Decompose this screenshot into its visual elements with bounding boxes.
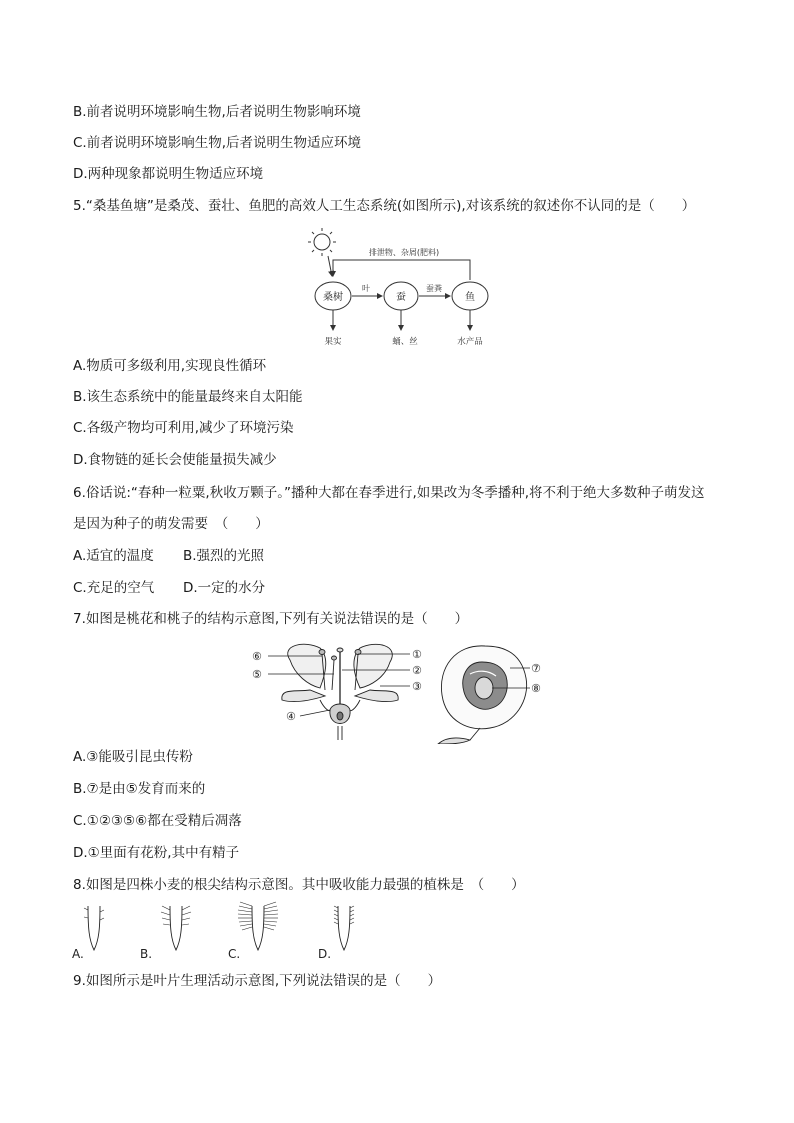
flower-label-4: ④ xyxy=(286,710,296,723)
q6-stem-line2: 是因为种子的萌发需要 （ ） xyxy=(73,516,269,532)
flower-label-6: ⑥ xyxy=(252,650,262,663)
root-label-c: C. xyxy=(228,947,241,961)
q7-option-b: B.⑦是由⑤发育而来的 xyxy=(73,781,206,797)
q6-option-d: D.一定的水分 xyxy=(183,580,266,596)
q7-option-c: C.①②③⑤⑥都在受精后凋落 xyxy=(73,813,242,829)
flower-label-2: ② xyxy=(412,664,422,677)
q5-option-d: D.食物链的延长会使能量损失减少 xyxy=(73,452,277,468)
peach-flower-diagram xyxy=(250,640,440,742)
node-mulberry: 桑树 xyxy=(323,292,343,303)
q4-option-b: B.前者说明环境影响生物,后者说明生物影响环境 xyxy=(73,104,361,120)
q7-option-d: D.①里面有花粉,其中有精子 xyxy=(73,845,240,861)
q4-option-c: C.前者说明环境影响生物,后者说明生物适应环境 xyxy=(73,135,362,151)
q6-option-b: B.强烈的光照 xyxy=(183,548,265,564)
root-label-d: D. xyxy=(318,947,332,961)
edge-feces: 蚕粪 xyxy=(426,284,442,293)
q6-stem-line1: 6.俗话说:“春种一粒粟,秋收万颗子。”播种大都在春季进行,如果改为冬季播种,将不利于绝大多数种子萌发这 xyxy=(73,485,705,501)
out-fish: 水产品 xyxy=(457,337,483,347)
q6-option-c: C.充足的空气 xyxy=(73,580,155,596)
root-label-b: B. xyxy=(140,947,153,961)
out-silkworm: 蛹、丝 xyxy=(392,337,418,347)
q5-option-b: B.该生态系统中的能量最终来自太阳能 xyxy=(73,389,303,405)
q5-ecosystem-diagram xyxy=(300,222,500,350)
q9-stem: 9.如图所示是叶片生理活动示意图,下列说法错误的是（ ） xyxy=(73,973,442,989)
q5-option-a: A.物质可多级利用,实现良性循环 xyxy=(73,358,267,374)
q6-options-row1 xyxy=(73,547,264,565)
q4-option-d: D.两种现象都说明生物适应环境 xyxy=(73,166,264,182)
fruit-label-7: ⑦ xyxy=(531,662,541,675)
sun-icon xyxy=(308,228,336,256)
fruit-label-8: ⑧ xyxy=(531,682,541,695)
q5-option-c: C.各级产物均可利用,减少了环境污染 xyxy=(73,420,294,436)
flower-label-5: ⑤ xyxy=(252,668,262,681)
out-mulberry: 果实 xyxy=(324,337,342,347)
q8-stem: 8.如图是四株小麦的根尖结构示意图。其中吸收能力最强的植株是 （ ） xyxy=(73,877,525,893)
q6-option-a: A.适宜的温度 xyxy=(73,548,154,564)
q7-stem: 7.如图是桃花和桃子的结构示意图,下列有关说法错误的是（ ） xyxy=(73,611,469,627)
root-label-a: A. xyxy=(72,947,84,961)
q6-options-row2 xyxy=(73,579,265,597)
q7-option-a: A.③能吸引昆虫传粉 xyxy=(73,749,193,765)
flower-label-3: ③ xyxy=(412,680,422,693)
node-fish: 鱼 xyxy=(465,292,475,303)
q5-stem: 5.“桑基鱼塘”是桑茂、蚕壮、鱼肥的高效人工生态系统(如图所示),对该系统的叙述你不认同的是（ ） xyxy=(73,198,696,214)
flower-label-1: ① xyxy=(412,648,422,661)
node-silkworm: 蚕 xyxy=(396,292,406,303)
root-tip-diagrams xyxy=(70,900,370,962)
top-label: 排泄物、杂屑(肥料) xyxy=(368,248,440,257)
edge-leaf: 叶 xyxy=(362,284,370,293)
peach-fruit-diagram xyxy=(430,640,550,744)
